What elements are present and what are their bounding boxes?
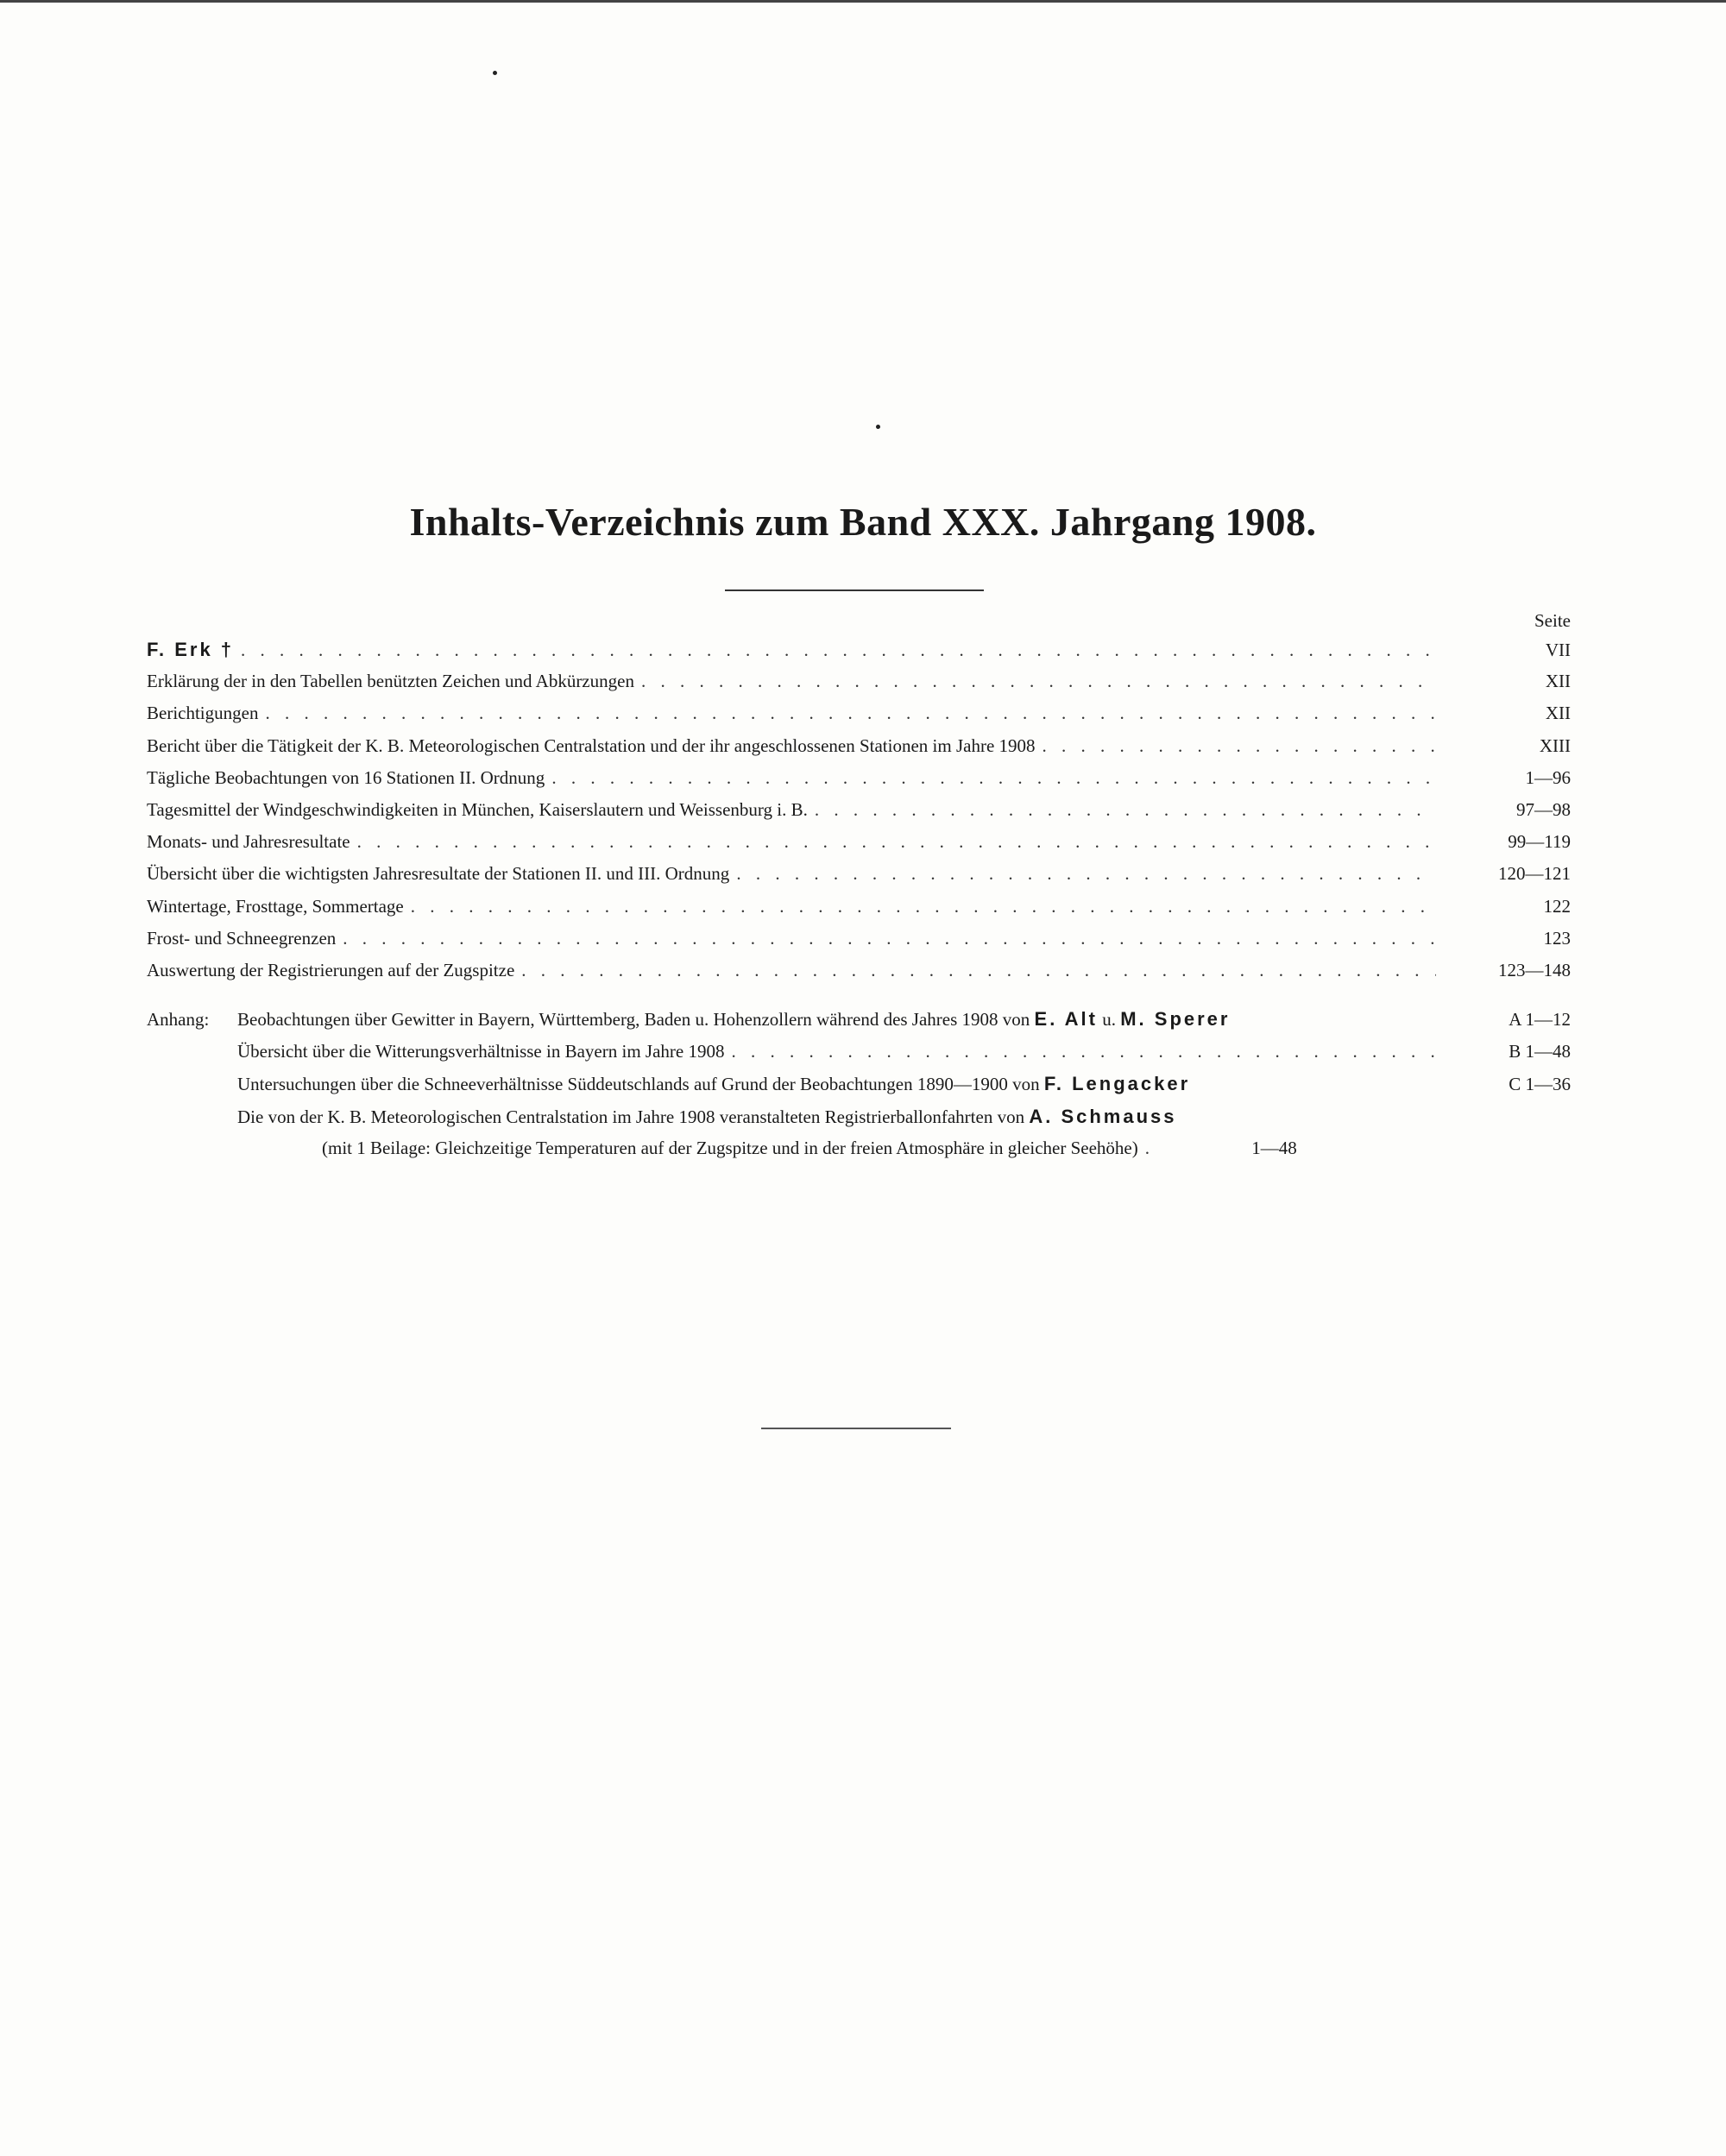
author-connector: u. bbox=[1102, 1009, 1116, 1030]
appendix-entry-text: Beobachtungen über Gewitter in Bayern, Württemberg, Baden u. Hohenzollern während des Jahres 1908 von bbox=[237, 1009, 1030, 1030]
author-name: M. Sperer bbox=[1120, 1008, 1231, 1030]
appendix-entry[interactable] bbox=[147, 1073, 1571, 1106]
toc-entry[interactable] bbox=[147, 703, 1571, 734]
toc-entry[interactable] bbox=[147, 639, 1571, 671]
dot-leader bbox=[521, 960, 1436, 981]
toc-entry-page: XII bbox=[1545, 703, 1571, 724]
toc-entry-page: 122 bbox=[1543, 895, 1571, 917]
dot-leader bbox=[641, 671, 1436, 692]
appendix-entry-label bbox=[237, 1008, 1230, 1031]
appendix-entry-page: B 1—48 bbox=[1509, 1040, 1571, 1062]
appendix-entry[interactable] bbox=[147, 1008, 1571, 1041]
toc-entry-label: Auswertung der Registrierungen auf der Zugspitze bbox=[147, 959, 515, 980]
dot-leader bbox=[1145, 1138, 1162, 1159]
dot-leader bbox=[1043, 735, 1436, 757]
toc-entry[interactable] bbox=[147, 799, 1571, 831]
toc-entry-label: Tägliche Beobachtungen von 16 Stationen II. Ordnung bbox=[147, 766, 545, 788]
appendix-entry[interactable] bbox=[147, 1138, 1571, 1170]
table-of-contents bbox=[147, 639, 1571, 992]
appendix-entry-label bbox=[237, 1073, 1190, 1095]
toc-entry-page: 120—121 bbox=[1498, 863, 1571, 885]
page-title: Inhalts-Verzeichnis zum Band XXX. Jahrgang 1908. bbox=[409, 500, 1317, 544]
toc-entry-page: VII bbox=[1545, 640, 1571, 660]
appendix-entry-page: C 1—36 bbox=[1509, 1074, 1571, 1094]
appendix-entry-text: Untersuchungen über die Schneeverhältnisse Süddeutschlands auf Grund der Beobachtungen 1890—1900 von bbox=[237, 1074, 1040, 1094]
toc-entry[interactable] bbox=[147, 831, 1571, 863]
print-speck bbox=[876, 425, 880, 429]
toc-entry-page: 99—119 bbox=[1508, 831, 1571, 853]
toc-entry[interactable] bbox=[147, 896, 1571, 928]
toc-entry-label: Wintertage, Frosttage, Sommertage bbox=[147, 895, 404, 917]
author-name: A. Schmauss bbox=[1029, 1105, 1177, 1127]
toc-entry[interactable] bbox=[147, 767, 1571, 799]
toc-entry-label: Erklärung der in den Tabellen benützten Zeichen und Abkürzungen bbox=[147, 671, 634, 692]
dot-leader bbox=[731, 1041, 1436, 1062]
dot-leader bbox=[551, 767, 1436, 789]
dot-leader bbox=[411, 896, 1436, 917]
toc-entry-page: XII bbox=[1545, 671, 1571, 692]
toc-entry[interactable] bbox=[147, 735, 1571, 767]
appendix-prefix: Anhang: bbox=[147, 1009, 210, 1030]
print-speck bbox=[493, 71, 497, 75]
toc-entry-page: 1—96 bbox=[1525, 766, 1571, 788]
appendix-entry-page: 1—48 bbox=[1251, 1138, 1297, 1158]
toc-entry[interactable] bbox=[147, 960, 1571, 992]
dot-leader bbox=[343, 928, 1436, 949]
top-edge-rule bbox=[0, 0, 1726, 3]
author-name: F. Lengacker bbox=[1043, 1073, 1191, 1094]
dot-leader bbox=[815, 799, 1436, 821]
author-name: E. Alt bbox=[1034, 1008, 1098, 1030]
toc-entry-label: Monats- und Jahresresultate bbox=[147, 831, 350, 853]
toc-entry-page: 97—98 bbox=[1516, 798, 1571, 820]
toc-entry[interactable] bbox=[147, 863, 1571, 895]
dot-leader bbox=[736, 863, 1436, 885]
appendix-entry-label bbox=[237, 1106, 1177, 1128]
toc-entry-label: Frost- und Schneegrenzen bbox=[147, 927, 337, 949]
dot-leader bbox=[241, 640, 1436, 661]
appendix-entry[interactable] bbox=[147, 1041, 1571, 1074]
appendix-section bbox=[147, 1008, 1571, 1170]
toc-entry-label: Bericht über die Tätigkeit der K. B. Meteorologischen Centralstation und der ihr angeschlossenen Stationen im Jahre 1908 bbox=[147, 734, 1036, 756]
toc-entry[interactable] bbox=[147, 671, 1571, 703]
toc-entry-label: F. Erk † bbox=[147, 639, 235, 660]
toc-entry-page: XIII bbox=[1539, 734, 1571, 756]
toc-entry[interactable] bbox=[147, 928, 1571, 960]
appendix-entry-label: Übersicht über die Witterungsverhältnisse in Bayern im Jahre 1908 bbox=[237, 1040, 725, 1062]
toc-entry-label: Übersicht über die wichtigsten Jahresresultate der Stationen II. und III. Ordnung bbox=[147, 863, 730, 885]
appendix-entry-label: (mit 1 Beilage: Gleichzeitige Temperaturen auf der Zugspitze und in der freien Atmosphäre in gleicher Seehöhe) bbox=[322, 1138, 1138, 1158]
appendix-entry-text: Die von der K. B. Meteorologischen Centralstation im Jahre 1908 veranstalteten Registrierballonfahrten von bbox=[237, 1106, 1025, 1127]
dot-leader bbox=[265, 703, 1436, 724]
dot-leader bbox=[357, 831, 1436, 853]
page-column-header: Seite bbox=[1534, 610, 1571, 631]
toc-entry-page: 123—148 bbox=[1498, 959, 1571, 980]
appendix-entry[interactable] bbox=[147, 1106, 1571, 1138]
toc-entry-label: Berichtigungen bbox=[147, 703, 259, 724]
title-divider bbox=[725, 589, 984, 591]
toc-entry-page: 123 bbox=[1543, 927, 1571, 949]
toc-entry-label: Tagesmittel der Windgeschwindigkeiten in München, Kaiserslautern und Weissenburg i. B. bbox=[147, 798, 808, 820]
closing-divider bbox=[761, 1428, 951, 1429]
appendix-entry-page: A 1—12 bbox=[1509, 1009, 1571, 1030]
